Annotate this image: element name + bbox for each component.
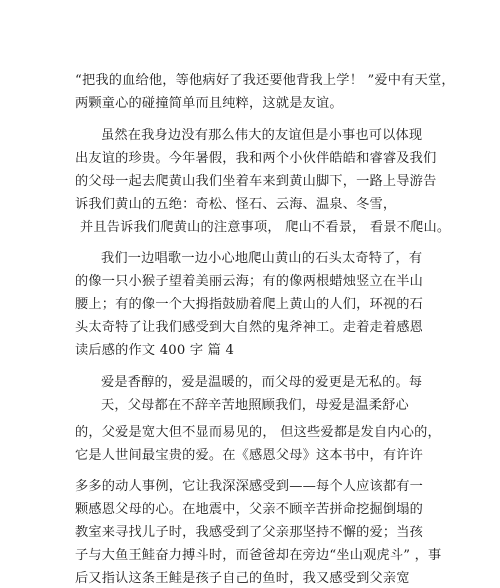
text-line: 的像一只小猴子望着美丽云海；有的像两根蜡烛竖立在半山 [75, 274, 424, 289]
text-line: 颗感恩父母的心。在地震中，父亲不顾辛苦拼命挖掘倒塌的 [75, 502, 424, 517]
text-line: 天，父母都在不辞辛苦地照顾我们，母爱是温柔舒心 [101, 398, 409, 413]
text-line: 教室来寻找儿子时，我感受到了父亲那坚持不懈的爱；当孩 [75, 525, 424, 540]
text-line: 我们一边唱歌一边小心地爬山黄山的石头太奇特了，有 [101, 251, 423, 266]
text-line: 后又指认这条王鲑是孩子自己的鱼时，我又感受到父亲宽 [75, 571, 410, 586]
text-line: 腰上；有的像一个大拇指鼓励着爬上黄山的人们，环视的石 [75, 297, 424, 312]
text-line: 两颗童心的碰撞简单而且纯粹，这就是友谊。 [75, 96, 343, 111]
text-line: 诉我们黄山的五绝：奇松、怪石、云海、温泉、冬雪， [75, 197, 397, 212]
text-line: “把我的血给他，等他病好了我还要他背我上学！ ”爱中有天堂， [75, 73, 455, 88]
text-line: 并且告诉我们爬黄山的注意事项， 爬山不看景， 看景不爬山。 [80, 220, 451, 235]
section-heading: 读后感的作文 400 字 篇 4 [75, 343, 235, 358]
text-line: 出友谊的珍贵。今年暑假，我和两个小伙伴皓皓和睿睿及我们 [75, 151, 437, 166]
text-line: 它是人世间最宝贵的爱。在《感恩父母》这本书中，有许许 [75, 448, 424, 463]
text-line: 的父母一起去爬黄山我们坐着车来到黄山脚下，一路上导游告 [75, 174, 437, 189]
text-line: 虽然在我身边没有那么伟大的友谊但是小事也可以体现 [101, 128, 423, 143]
text-line: 的，父爱是宽大但不显而易见的， 但这些爱都是发自内心的， [75, 425, 441, 440]
text-line: 头太奇特了让我们感受到大自然的鬼斧神工。走着走着感恩 [75, 320, 424, 335]
text-line: 子与大鱼王鲑奋力搏斗时，而爸爸却在旁边“坐山观虎斗” ，事 [75, 548, 442, 563]
text-line: 爱是香醇的，爱是温暖的，而父母的爱更是无私的。每 [101, 375, 423, 390]
text-line: 多多的动人事例，它让我深深感受到——每个人应该都有一 [75, 479, 424, 494]
